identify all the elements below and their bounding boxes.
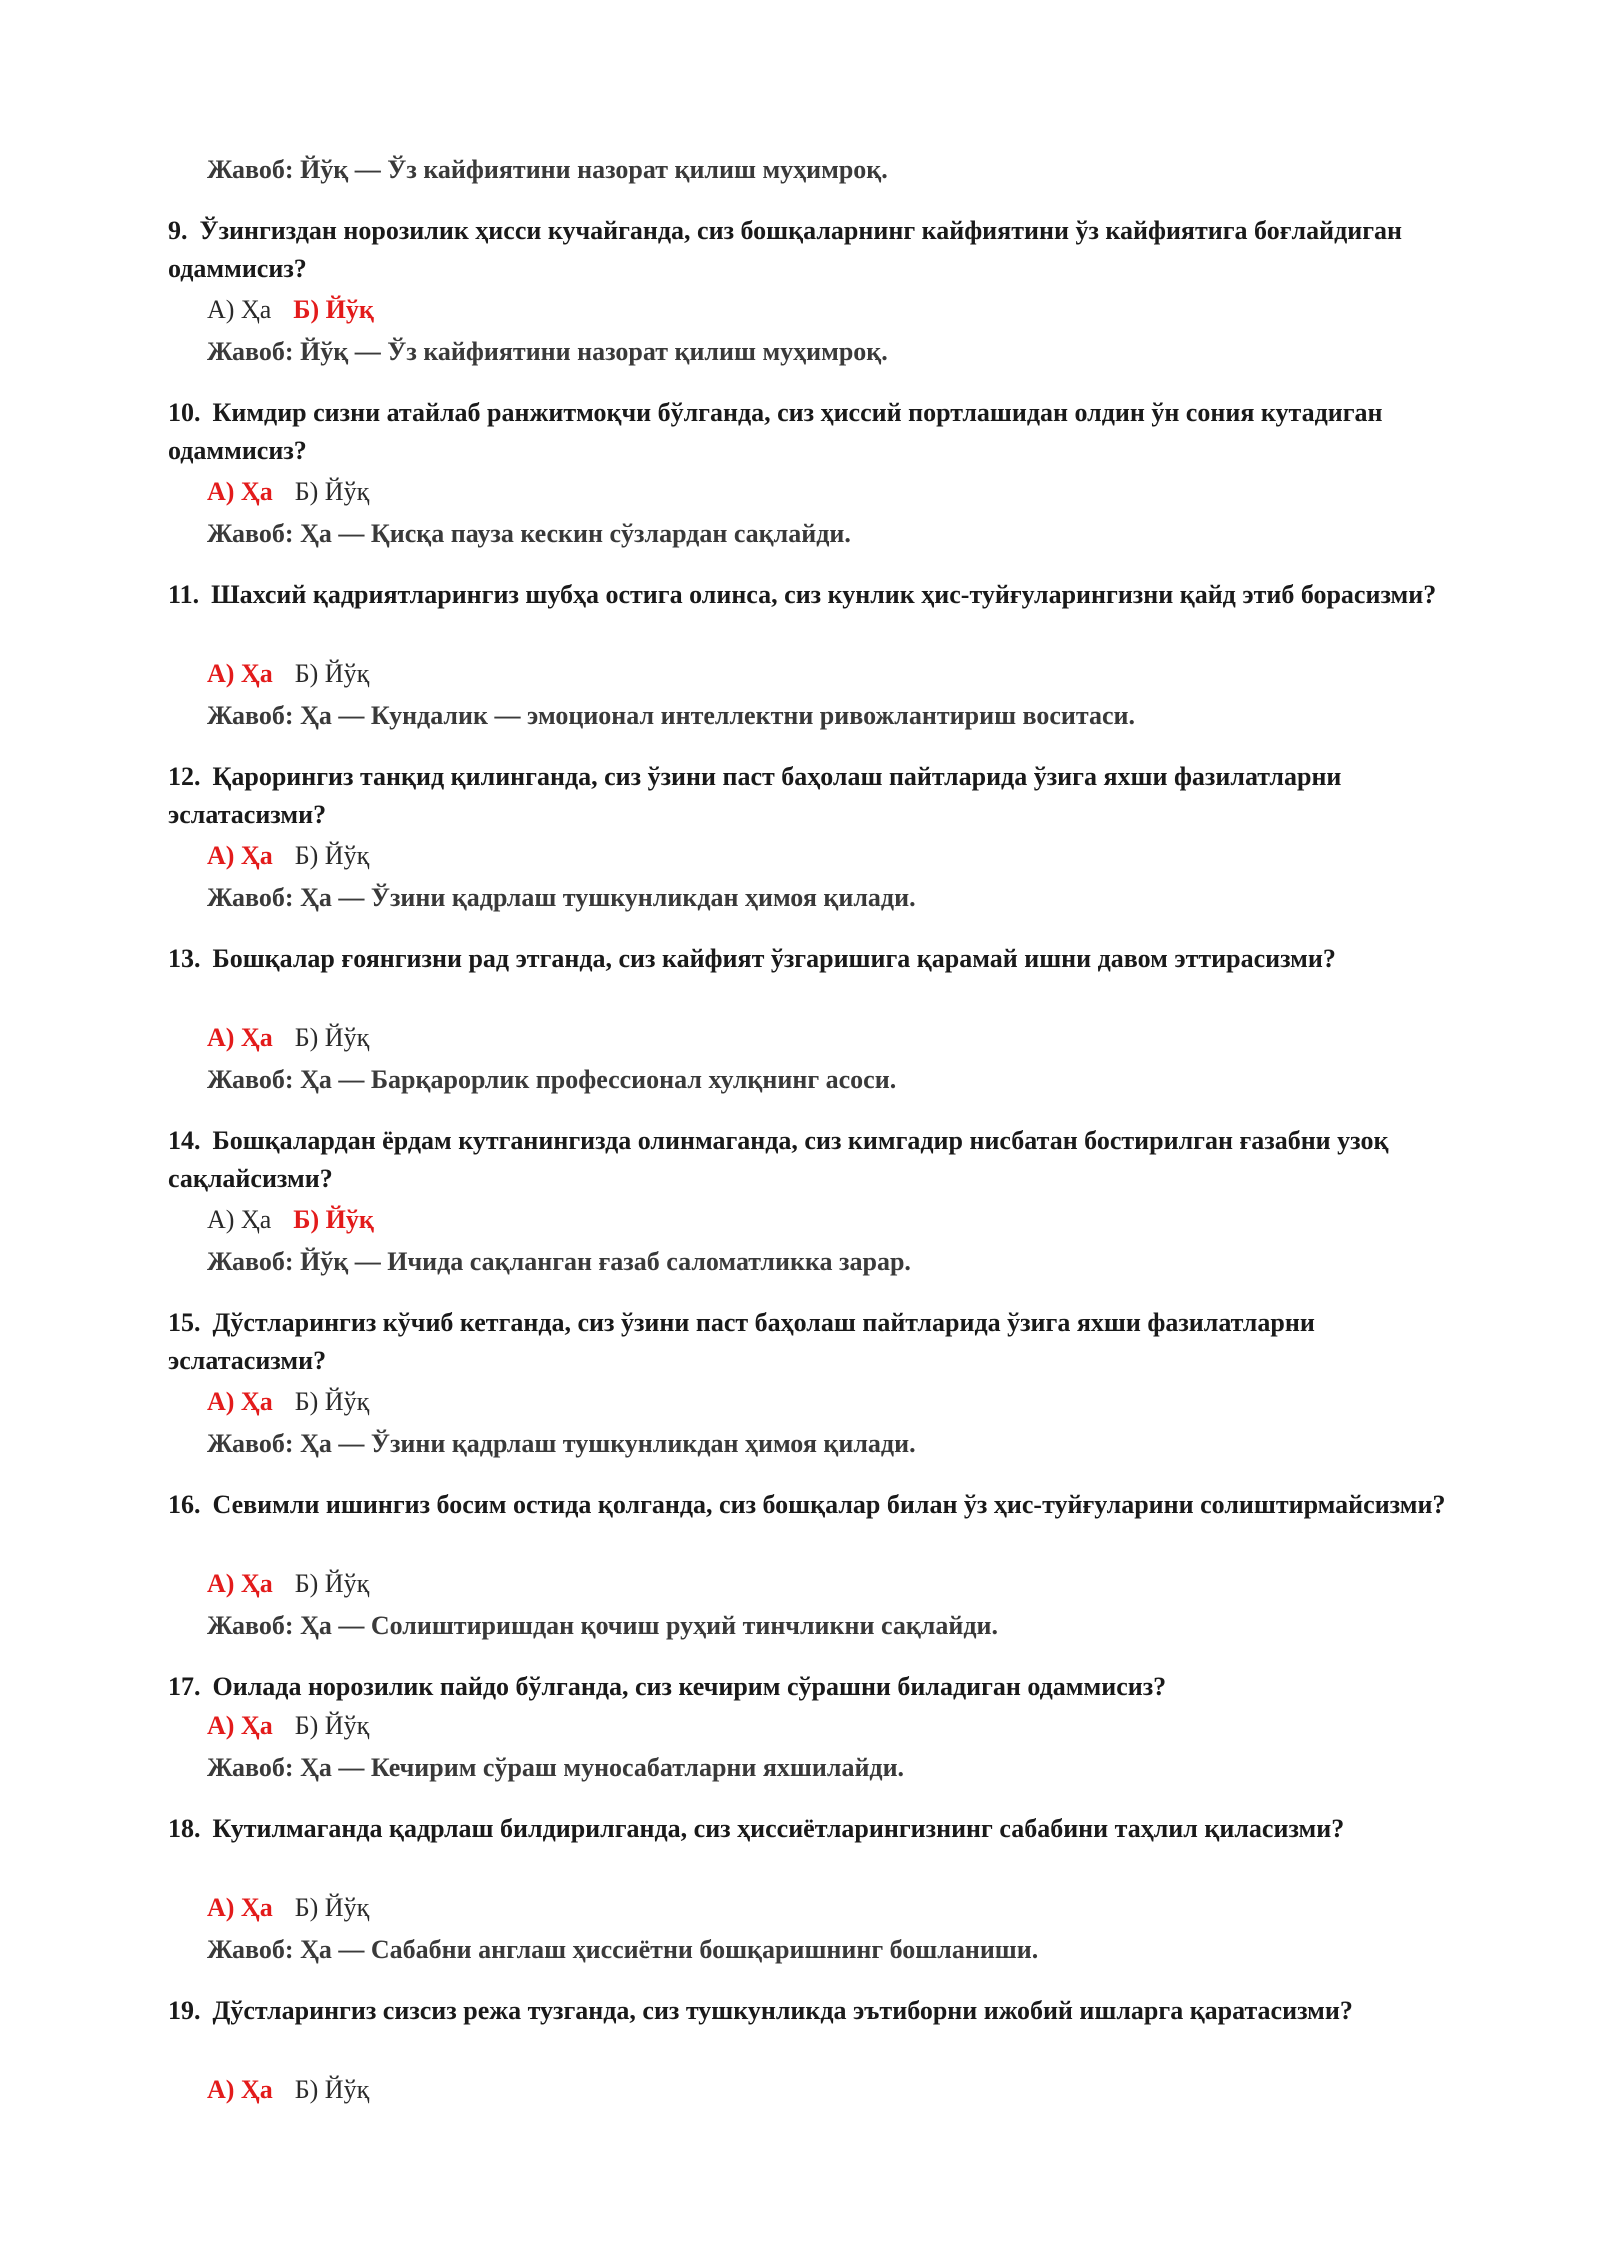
options — [207, 658, 391, 690]
question-body: Дўстларингиз сизсиз режа тузганда, сиз тушкунликда эътиборни ижобий ишларга қаратасизми? — [212, 1996, 1353, 2025]
question-text — [168, 1486, 1448, 1524]
question-text — [168, 1122, 1448, 1198]
option-a-selected: А) Ҳа — [207, 477, 273, 506]
answer-line: Жавоб: Ҳа — Кундалик — эмоционал интеллектни ривожлантириш воситаси. — [207, 701, 1136, 730]
answer-line: Жавоб: Ҳа — Ўзини қадрлаш тушкунликдан ҳимоя қилади. — [207, 883, 916, 912]
options — [207, 2074, 391, 2106]
answer-line-top: Жавоб: Йўқ — Ўз кайфиятини назорат қилиш муҳимроқ. — [207, 155, 888, 184]
option-b: Б) Йўқ — [294, 841, 370, 870]
option-a-selected: А) Ҳа — [207, 2075, 273, 2104]
answer-line: Жавоб: Ҳа — Ўзини қадрлаш тушкунликдан ҳимоя қилади. — [207, 1429, 916, 1458]
question-body: Оилада норозилик пайдо бўлганда, сиз кечирим сўрашни биладиган одаммисиз? — [212, 1672, 1167, 1701]
question-text — [168, 1668, 1448, 1706]
option-b: Б) Йўқ — [294, 2075, 370, 2104]
question-body: Бошқалар ғоянгизни рад этганда, сиз кайфият ўзгаришига қарамай ишни давом эттирасизми? — [212, 944, 1336, 973]
option-a: А) Ҳа — [207, 295, 272, 324]
options — [207, 840, 391, 872]
question-body: Кутилмаганда қадрлаш билдирилганда, сиз ҳиссиётларингизнинг сабабини таҳлил қиласизми? — [212, 1814, 1345, 1843]
options — [207, 476, 391, 508]
option-a-selected: А) Ҳа — [207, 841, 273, 870]
options — [207, 294, 396, 326]
question-text — [168, 940, 1448, 978]
option-b: Б) Йўқ — [294, 1711, 370, 1740]
options — [207, 1022, 391, 1054]
question-number: 10. — [168, 398, 201, 427]
option-a-selected: А) Ҳа — [207, 659, 273, 688]
option-a-selected: А) Ҳа — [207, 1893, 273, 1922]
options — [207, 1892, 391, 1924]
options — [207, 1204, 396, 1236]
options — [207, 1386, 391, 1418]
question-text — [168, 212, 1448, 288]
question-number: 9. — [168, 216, 188, 245]
option-a: А) Ҳа — [207, 1205, 272, 1234]
option-a-selected: А) Ҳа — [207, 1023, 273, 1052]
question-number: 15. — [168, 1308, 201, 1337]
question-body: Севимли ишингиз босим остида қолганда, сиз бошқалар билан ўз ҳис-туйғуларини солиштирмайсизми? — [212, 1490, 1446, 1519]
question-number: 13. — [168, 944, 201, 973]
options — [207, 1568, 391, 1600]
question-body: Шахсий қадриятларингиз шубҳа остига олинса, сиз кунлик ҳис-туйғуларингизни қайд этиб борасизми? — [211, 580, 1437, 609]
answer-line: Жавоб: Йўқ — Ўз кайфиятини назорат қилиш муҳимроқ. — [207, 337, 888, 366]
question-body: Бошқалардан ёрдам кутганингизда олинмаганда, сиз кимгадир нисбатан бостирилган ғазабни узоқ сақлайсизми? — [168, 1126, 1389, 1193]
question-number: 12. — [168, 762, 201, 791]
question-text — [168, 1304, 1448, 1380]
option-a-selected: А) Ҳа — [207, 1387, 273, 1416]
question-number: 14. — [168, 1126, 201, 1155]
answer-line: Жавоб: Ҳа — Сабабни англаш ҳиссиётни бошқаришнинг бошланиши. — [207, 1935, 1039, 1964]
option-a-selected: А) Ҳа — [207, 1711, 273, 1740]
question-text — [168, 394, 1448, 470]
option-b: Б) Йўқ — [294, 1023, 370, 1052]
option-b: Б) Йўқ — [294, 1387, 370, 1416]
question-number: 11. — [168, 580, 200, 609]
question-number: 19. — [168, 1996, 201, 2025]
question-number: 17. — [168, 1672, 201, 1701]
question-body: Қарорингиз танқид қилинганда, сиз ўзини паст баҳолаш пайтларида ўзига яхши фазилатларни эслатасизми? — [168, 762, 1342, 829]
answer-line: Жавоб: Ҳа — Барқарорлик профессионал хулқнинг асоси. — [207, 1065, 897, 1094]
question-text — [168, 1992, 1448, 2030]
option-b-selected: Б) Йўқ — [293, 1205, 374, 1234]
option-b: Б) Йўқ — [294, 659, 370, 688]
option-a-selected: А) Ҳа — [207, 1569, 273, 1598]
answer-line: Жавоб: Ҳа — Кечирим сўраш муносабатларни яхшилайди. — [207, 1753, 905, 1782]
question-body: Кимдир сизни атайлаб ранжитмоқчи бўлганда, сиз ҳиссий портлашидан олдин ўн сония кутадиган одаммисиз? — [168, 398, 1383, 465]
question-text — [168, 758, 1448, 834]
answer-line: Жавоб: Ҳа — Қисқа пауза кескин сўзлардан сақлайди. — [207, 519, 851, 548]
question-number: 18. — [168, 1814, 201, 1843]
question-text — [168, 1810, 1448, 1848]
question-body: Дўстларингиз кўчиб кетганда, сиз ўзини паст баҳолаш пайтларида ўзига яхши фазилатларни эслатасизми? — [168, 1308, 1315, 1375]
option-b-selected: Б) Йўқ — [293, 295, 374, 324]
option-b: Б) Йўқ — [294, 1569, 370, 1598]
question-text — [168, 576, 1448, 614]
question-body: Ўзингиздан норозилик ҳисси кучайганда, сиз бошқаларнинг кайфиятини ўз кайфиятига боғлайдиган одаммисиз? — [168, 216, 1402, 283]
option-b: Б) Йўқ — [294, 477, 370, 506]
answer-line: Жавоб: Ҳа — Солиштиришдан қочиш руҳий тинчликни сақлайди. — [207, 1611, 999, 1640]
answer-line: Жавоб: Йўқ — Ичида сақланган ғазаб саломатликка зарар. — [207, 1247, 911, 1276]
question-number: 16. — [168, 1490, 201, 1519]
options — [207, 1710, 391, 1742]
option-b: Б) Йўқ — [294, 1893, 370, 1922]
